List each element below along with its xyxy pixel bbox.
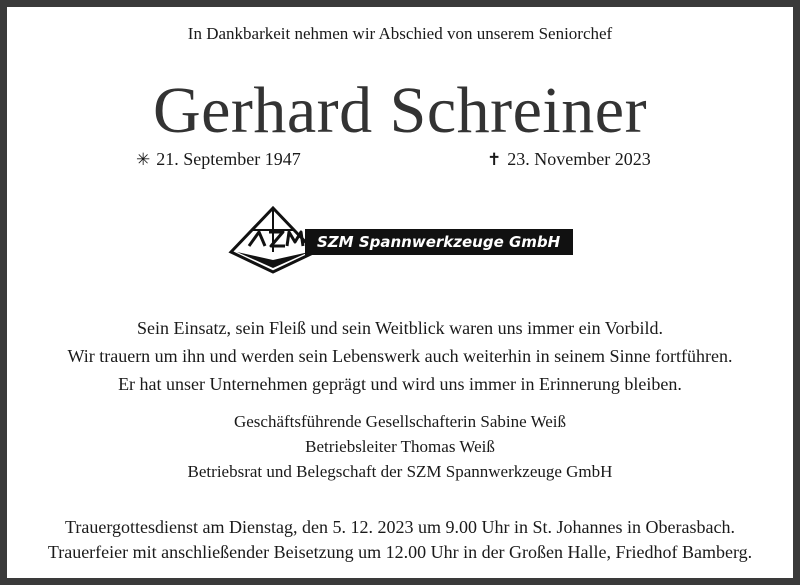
company-logo <box>227 202 575 272</box>
company-name-banner: SZM Spannwerkzeuge GmbH <box>305 229 573 255</box>
tribute-text <box>7 314 793 398</box>
birth-date-text: 21. September 1947 <box>156 149 301 169</box>
intro-text: In Dankbarkeit nehmen wir Abschied von unserem Seniorchef <box>187 24 613 43</box>
tribute-line: Er hat unser Unternehmen geprägt und wird uns immer in Erinnerung bleiben. <box>118 374 682 394</box>
death-cross-icon: ✝ <box>487 150 502 170</box>
tribute-line: Sein Einsatz, sein Fleiß und sein Weitblick waren uns immer ein Vorbild. <box>137 318 663 338</box>
obituary-card <box>7 7 793 578</box>
signer-line: Betriebsrat und Belegschaft der SZM Spannwerkzeuge GmbH <box>187 462 613 481</box>
death-date <box>487 149 651 170</box>
signers <box>7 409 793 484</box>
tribute-line: Wir trauern um ihn und werden sein Lebenswerk auch weiterhin in seinem Sinne fortführen. <box>67 346 733 366</box>
service-line: Trauergottesdienst am Dienstag, den 5. 12. 2023 um 9.00 Uhr in St. Johannes in Oberasbach. <box>65 517 735 537</box>
death-date-text: 23. November 2023 <box>507 149 651 169</box>
service-line: Trauerfeier mit anschließender Beisetzung um 12.00 Uhr in der Großen Halle, Friedhof Bamberg. <box>47 542 753 562</box>
life-dates <box>7 149 793 173</box>
signer-line: Betriebsleiter Thomas Weiß <box>305 437 495 456</box>
birth-date <box>136 149 301 170</box>
birth-star-icon: ✳ <box>136 150 151 170</box>
signer-line: Geschäftsführende Gesellschafterin Sabine Weiß <box>233 412 567 431</box>
deceased-name: Gerhard Schreiner <box>152 74 648 147</box>
service-info <box>7 515 793 565</box>
